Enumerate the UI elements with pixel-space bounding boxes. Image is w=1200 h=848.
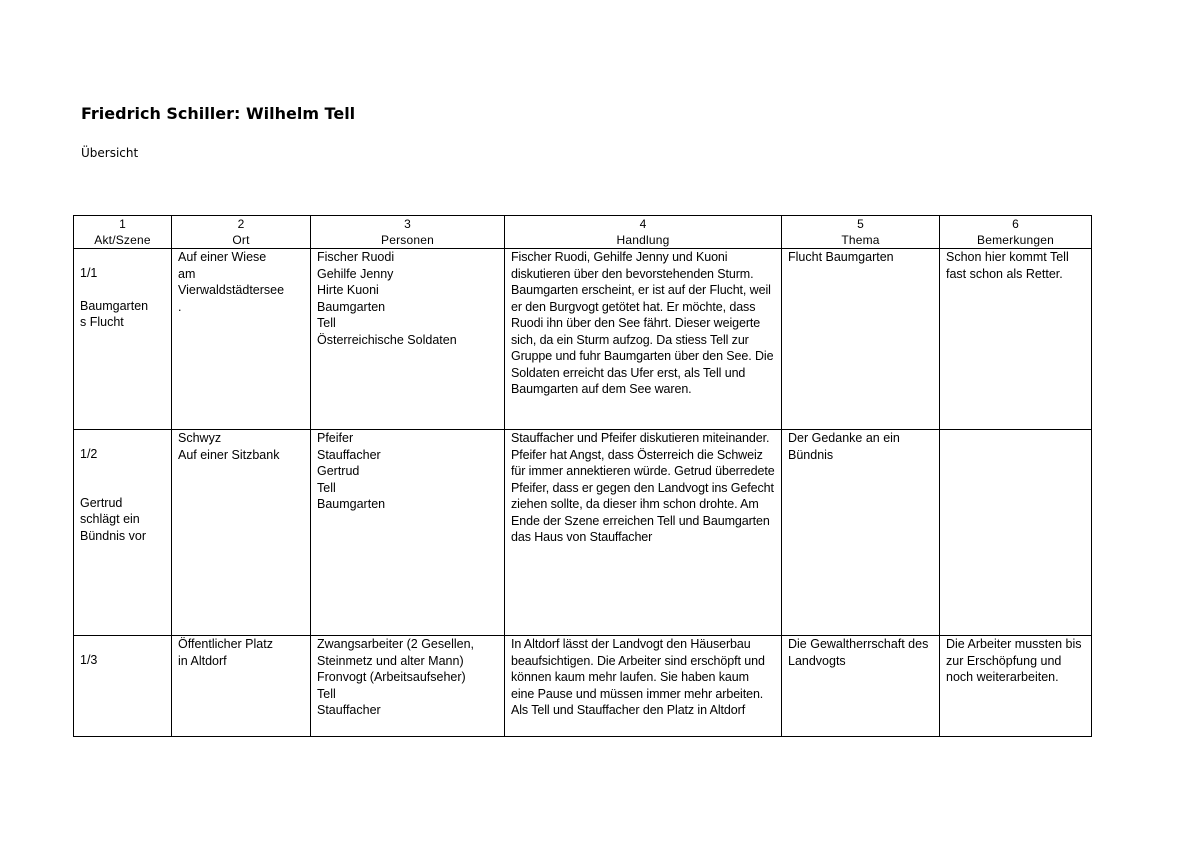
cell-bemerkungen: Schon hier kommt Tell fast schon als Retter. bbox=[940, 249, 1092, 430]
cell-handlung: Stauffacher und Pfeifer diskutieren miteinander. Pfeifer hat Angst, dass Österreich die Schweiz für immer annektieren würde. Getrud überredete Pfeifer, dass er gegen den Landvogt ins Gefecht ziehen sollte, da dieser ihm schon drohte. Am Ende der Szene erreichen Tell und Baumgarten das Haus von Stauffacher bbox=[505, 430, 782, 636]
overview-table bbox=[73, 215, 1092, 737]
header-ort: 2 Ort bbox=[172, 216, 311, 249]
cell-ort: Auf einer Wiese am Vierwaldstädtersee . bbox=[172, 249, 311, 430]
header-personen: 3 Personen bbox=[311, 216, 505, 249]
table-row bbox=[74, 636, 1092, 737]
cell-akt-szene bbox=[74, 249, 172, 430]
act-number: 1/3 bbox=[80, 653, 98, 667]
header-thema: 5 Thema bbox=[782, 216, 940, 249]
table-header-row bbox=[74, 216, 1092, 249]
cell-handlung: In Altdorf lässt der Landvogt den Häuserbau beaufsichtigen. Die Arbeiter sind erschöpft und können kaum mehr laufen. Sie haben kaum eine Pause und müssen immer mehr arbeiten. Als Tell und Stauffacher den Platz in Altdorf bbox=[505, 636, 782, 737]
document-subtitle: Übersicht bbox=[81, 146, 139, 160]
cell-personen: Pfeifer Stauffacher Gertrud Tell Baumgarten bbox=[311, 430, 505, 636]
scene-title: Gertrud schlägt ein Bündnis vor bbox=[80, 495, 147, 543]
cell-thema: Die Gewaltherrschaft des Landvogts bbox=[782, 636, 940, 737]
cell-thema: Flucht Baumgarten bbox=[782, 249, 940, 430]
cell-ort: Schwyz Auf einer Sitzbank bbox=[172, 430, 311, 636]
act-number: 1/1 bbox=[80, 266, 98, 280]
table-row bbox=[74, 430, 1092, 636]
header-handlung: 4 Handlung bbox=[505, 216, 782, 249]
cell-personen: Zwangsarbeiter (2 Gesellen, Steinmetz und alter Mann) Fronvogt (Arbeitsaufseher) Tell Stauffacher bbox=[311, 636, 505, 737]
cell-akt-szene bbox=[74, 636, 172, 737]
cell-thema: Der Gedanke an ein Bündnis bbox=[782, 430, 940, 636]
act-number: 1/2 bbox=[80, 447, 98, 461]
table-row bbox=[74, 249, 1092, 430]
cell-ort: Öffentlicher Platz in Altdorf bbox=[172, 636, 311, 737]
cell-bemerkungen bbox=[940, 430, 1092, 636]
cell-personen: Fischer Ruodi Gehilfe Jenny Hirte Kuoni Baumgarten Tell Österreichische Soldaten bbox=[311, 249, 505, 430]
header-bemerkungen: 6 Bemerkungen bbox=[940, 216, 1092, 249]
cell-bemerkungen: Die Arbeiter mussten bis zur Erschöpfung und noch weiterarbeiten. bbox=[940, 636, 1092, 737]
header-akt-szene: 1 Akt/Szene bbox=[74, 216, 172, 249]
scene-title: Baumgarten s Flucht bbox=[80, 298, 149, 329]
document-title: Friedrich Schiller: Wilhelm Tell bbox=[81, 104, 356, 123]
cell-akt-szene bbox=[74, 430, 172, 636]
cell-handlung: Fischer Ruodi, Gehilfe Jenny und Kuoni diskutieren über den bevorstehenden Sturm. Baumgarten erscheint, er ist auf der Flucht, weil er den Burgvogt getötet hat. Er möchte, dass Ruodi ihn über den See fährt. Dieser weigerte sich, da ein Sturm aufzog. Da stiess Tell zur Gruppe und fuhr Baumgarten über den See. Die Soldaten erreicht das Ufer erst, als Tell und Baumgarten auf dem See waren. bbox=[505, 249, 782, 430]
